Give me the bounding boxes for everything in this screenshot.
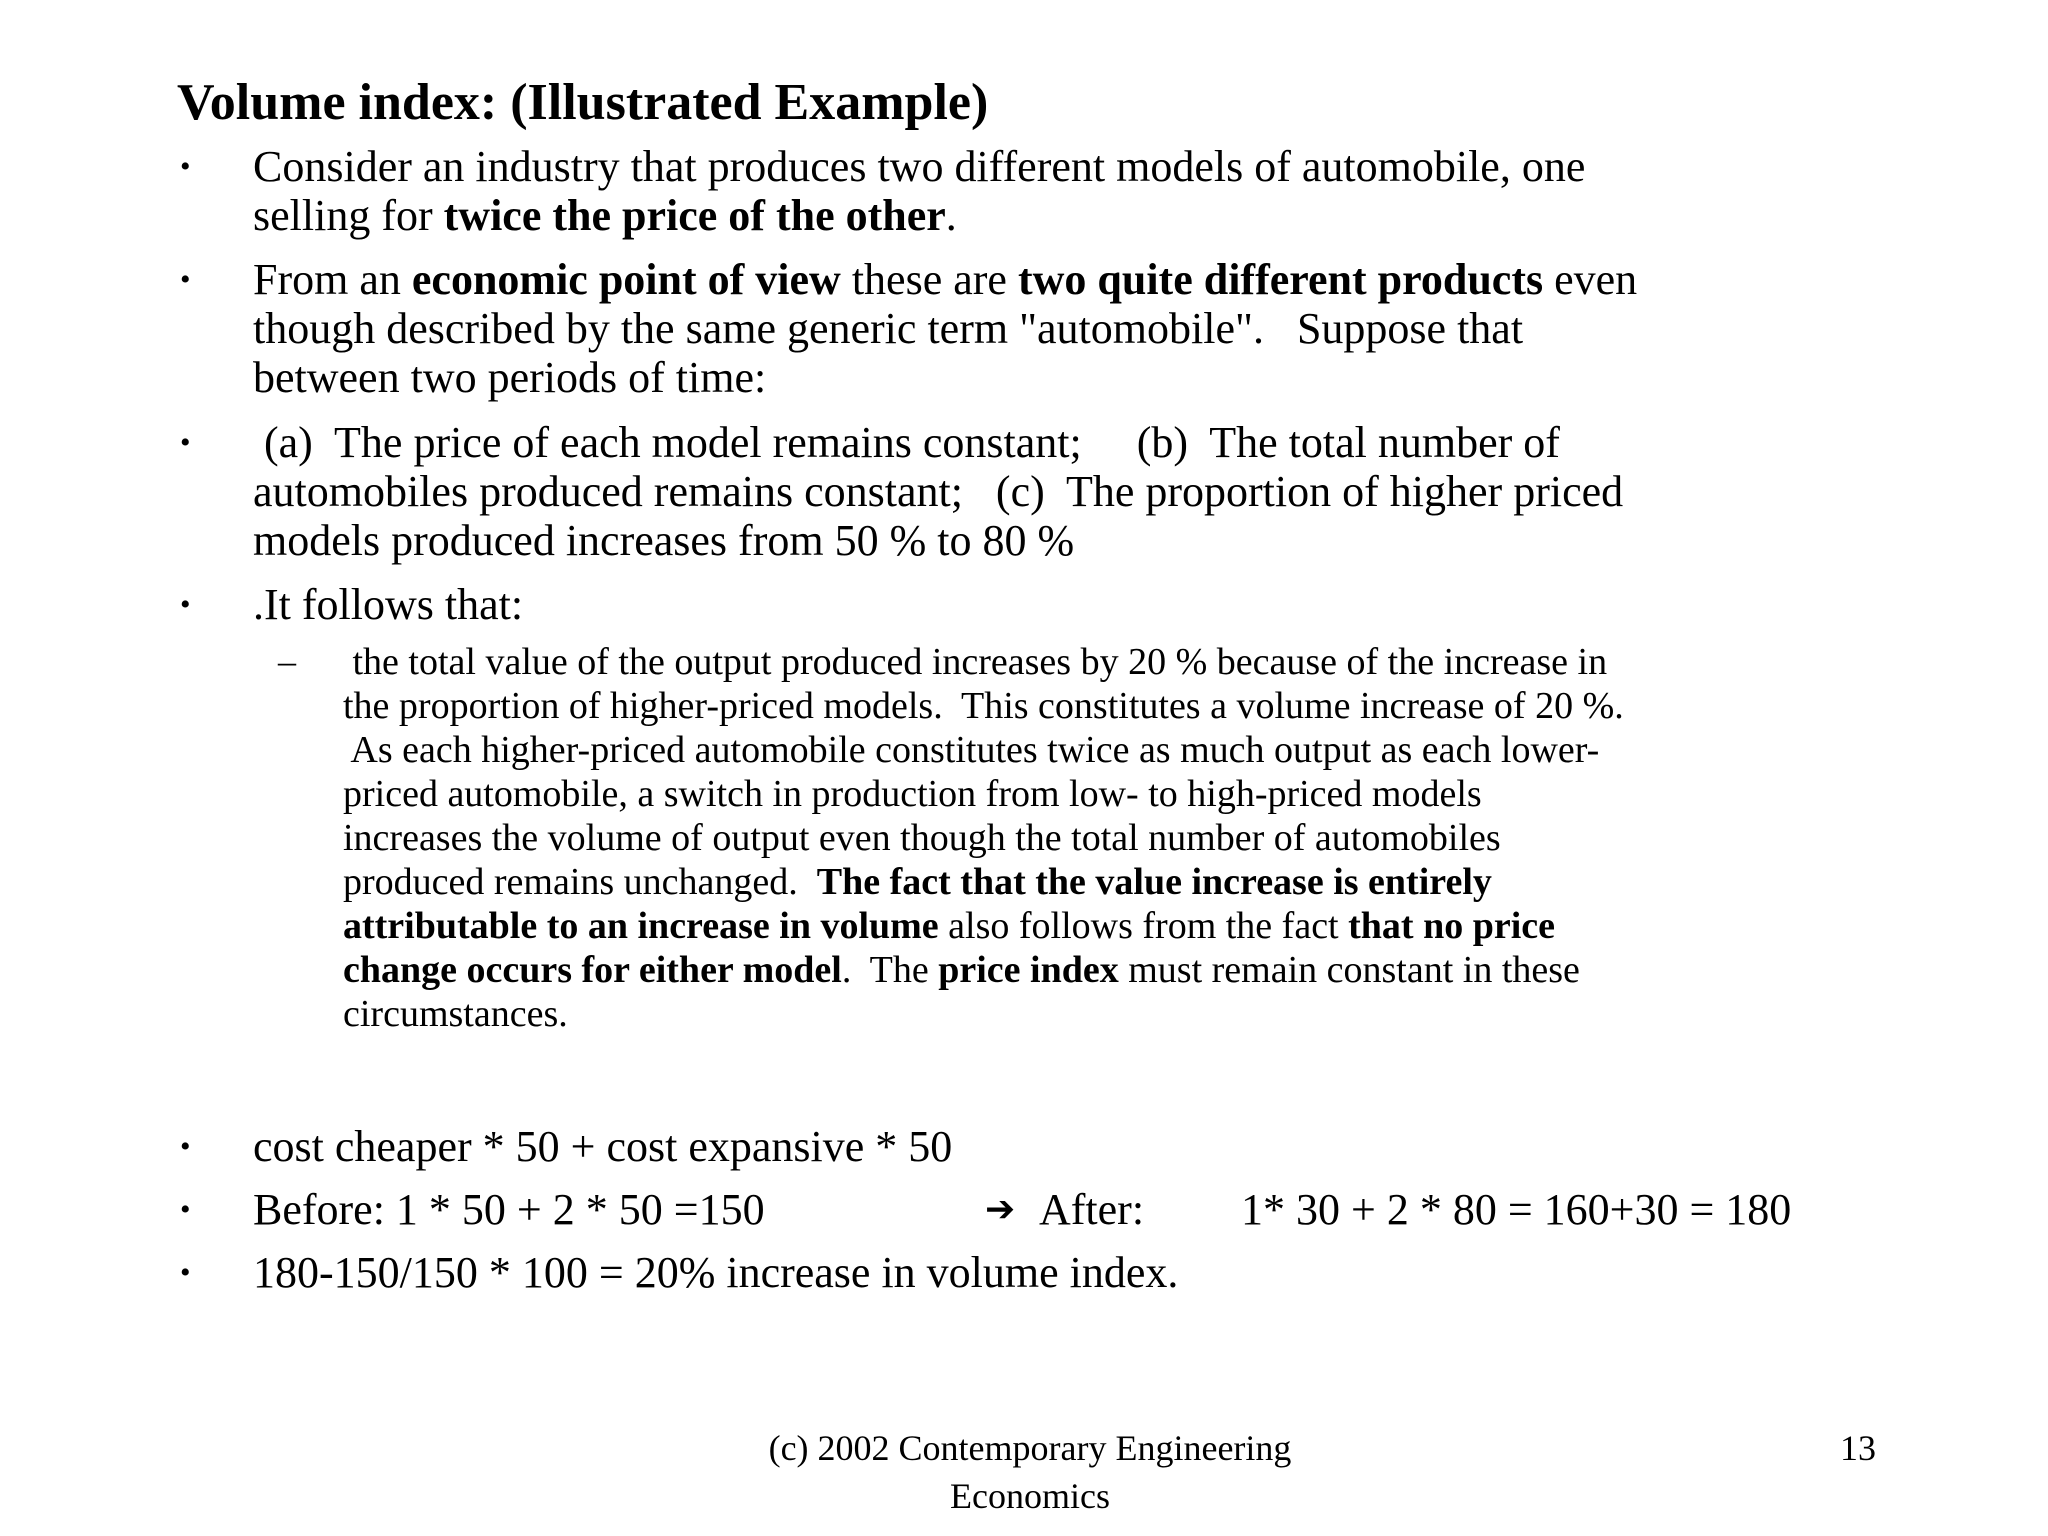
text-line: though described by the same generic term "automobile". Suppose that	[253, 304, 1524, 353]
text-line: the proportion of higher-priced models. This constitutes a volume increase of 20 %.	[343, 685, 1624, 727]
before-calc: Before: 1 * 50 + 2 * 50 =150	[253, 1185, 765, 1234]
arrow-icon: ➔	[985, 1189, 1016, 1230]
text-line: the total value of the output produced increases by 20 % because of the increase in	[343, 641, 1608, 683]
text-line: As each higher-priced automobile constitutes twice as much output as each lower-	[343, 729, 1600, 771]
footer-copyright	[700, 1424, 1360, 1520]
text-run: From an	[253, 255, 412, 304]
bullet-marker: •	[180, 1130, 191, 1163]
text-line: (a) The price of each model remains constant; (b) The total number of	[253, 418, 1560, 467]
text-line: priced automobile, a switch in production from low- to high-priced models	[343, 773, 1482, 815]
text-run: must remain constant in these	[1118, 949, 1580, 991]
text-run: even	[1543, 255, 1638, 304]
bullet-marker: •	[180, 426, 191, 459]
text-line: between two periods of time:	[253, 353, 767, 402]
text-run: .	[945, 191, 957, 240]
text-line: Consider an industry that produces two different models of automobile, one	[253, 142, 1586, 191]
sub-bullet-text	[343, 640, 1983, 1036]
bullet-marker: •	[180, 150, 191, 183]
text-line	[253, 255, 1973, 304]
text-run: selling for	[253, 191, 444, 240]
after-calc: 1* 30 + 2 * 80 = 160+30 = 180	[1241, 1185, 1792, 1234]
page-number: 13	[1840, 1428, 1876, 1468]
footer-line: (c) 2002 Contemporary Engineering	[768, 1428, 1292, 1468]
bold-text-run: that no price	[1348, 905, 1555, 947]
text-line: models produced increases from 50 % to 80 %	[253, 516, 1075, 565]
bullet-text	[253, 418, 1973, 565]
text-run: . The	[841, 949, 939, 991]
bold-text-run: change occurs for either model	[343, 949, 842, 991]
footer-line: Economics	[950, 1476, 1110, 1516]
text-line	[343, 948, 1983, 992]
bullet-marker: •	[180, 1193, 191, 1226]
bullet-text	[253, 142, 1973, 240]
text-run: these are	[840, 255, 1018, 304]
text-line: circumstances.	[343, 993, 568, 1035]
text-line: automobiles produced remains constant; (c) The proportion of higher priced	[253, 467, 1624, 516]
text-line: increases the volume of output even though the total number of automobiles	[343, 817, 1501, 859]
text-run: produced remains unchanged.	[343, 861, 817, 903]
bold-text-run: The fact that the value increase is entirely	[816, 861, 1492, 903]
bullet-text	[253, 1122, 1973, 1171]
text-line	[343, 904, 1983, 948]
after-label: After:	[1039, 1185, 1145, 1234]
bullet-text	[253, 255, 1973, 402]
text-run: also follows from the fact	[938, 905, 1349, 947]
text-line	[343, 860, 1983, 904]
bullet-text	[253, 1248, 1973, 1297]
text-line: 180-150/150 * 100 = 20% increase in volume index.	[253, 1248, 1179, 1297]
bullet-marker: •	[180, 263, 191, 296]
bullet-marker: •	[180, 1256, 191, 1289]
sub-bullet-marker: –	[278, 641, 296, 681]
bold-text-run: price index	[938, 949, 1119, 991]
text-line: .It follows that:	[253, 580, 524, 629]
bold-text-run: twice the price of the other	[443, 191, 946, 240]
text-line: cost cheaper * 50 + cost expansive * 50	[253, 1122, 953, 1171]
bullet-text	[253, 580, 1973, 629]
bold-text-run: economic point of view	[411, 255, 841, 304]
bold-text-run: two quite different products	[1017, 255, 1544, 304]
text-line	[253, 191, 1973, 240]
bullet-marker: •	[180, 588, 191, 621]
slide-title: Volume index: (Illustrated Example)	[177, 74, 989, 131]
bold-text-run: attributable to an increase in volume	[343, 905, 939, 947]
